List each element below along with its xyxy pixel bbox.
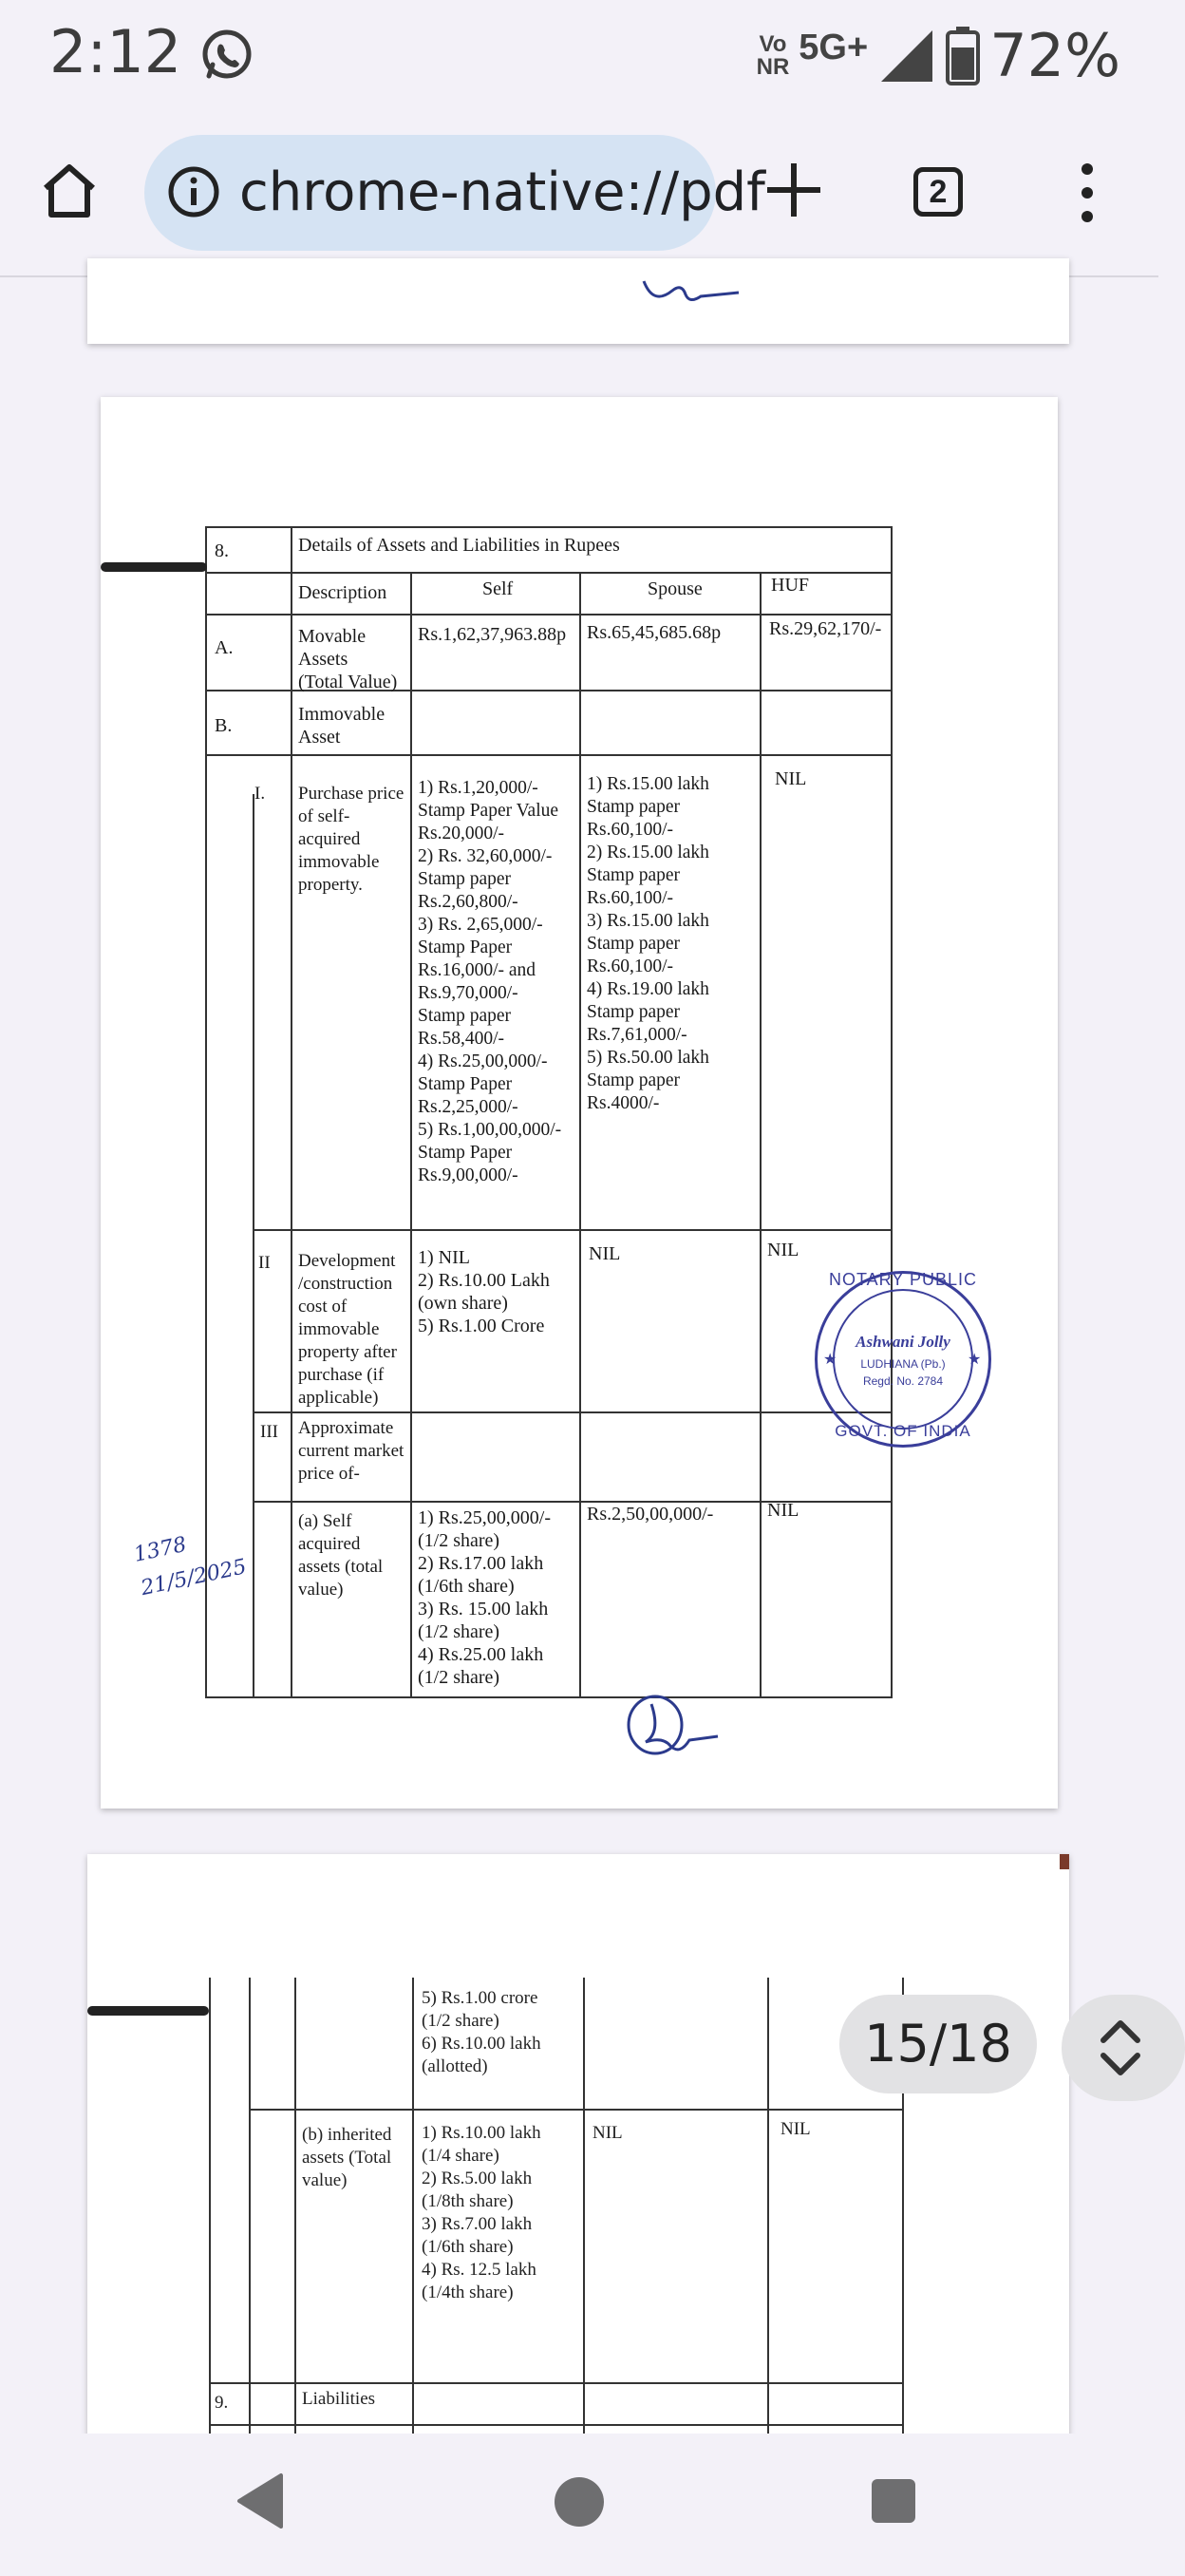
row-a-self-acquired-spouse: Rs.2,50,00,000/-: [587, 1504, 714, 1525]
signature-mark: [638, 272, 752, 310]
seal-regd: Regd. No. 2784: [862, 1374, 944, 1388]
nav-home-icon[interactable]: [555, 2477, 604, 2527]
info-icon[interactable]: [165, 163, 222, 225]
seal-star-left: ★: [823, 1352, 837, 1368]
address-bar[interactable]: [144, 135, 765, 251]
row-b-inherited-self: 1) Rs.10.00 lakh (1/4 share) 2) Rs.5.00 lakh (1/8th share) 3) Rs.7.00 lakh (1/6th share) 4) Rs. 12.5 lakh (1/4th share): [422, 2123, 541, 2302]
recent-apps-icon[interactable]: [872, 2479, 915, 2523]
network-type: 5G+: [799, 28, 869, 67]
row-a-self-acquired-description: (a) Self acquired assets (total value): [298, 1511, 384, 1600]
status-bar: [0, 0, 1158, 114]
status-icons: [757, 21, 1120, 90]
scroll-handle[interactable]: [1062, 1995, 1185, 2101]
volte-indicator: Vo NR: [756, 30, 790, 80]
home-icon[interactable]: [38, 160, 101, 227]
margin-mark: [87, 2006, 209, 2016]
row-a-self: Rs.1,62,37,963.88p: [418, 624, 567, 645]
row-i-huf: NIL: [775, 768, 807, 789]
row-b-inherited-spouse: NIL: [592, 2123, 623, 2143]
row-ii-description: Development /construction cost of immovable property after purchase (if applicable): [298, 1251, 397, 1408]
page-corner-mark: [1060, 1854, 1069, 1869]
col-header-description: Description: [298, 582, 387, 603]
row-continued-self: 5) Rs.1.00 crore (1/2 share) 6) Rs.10.00 lakh (allotted): [422, 1988, 541, 2076]
row-i-description: Purchase price of self- acquired immovable property.: [298, 784, 404, 895]
tab-switcher-button[interactable]: 2: [913, 167, 963, 217]
pdf-page-14: [87, 258, 1069, 344]
row-b-inherited-huf: NIL: [781, 2119, 811, 2139]
signal-icon: [877, 27, 936, 85]
row-i-number: I.: [254, 784, 266, 804]
row-b-inherited-description: (b) inherited assets (Total value): [302, 2125, 392, 2190]
seal-top-text: NOTARY PUBLIC: [828, 1270, 978, 1289]
row-a-spouse: Rs.65,45,685.68p: [587, 622, 722, 643]
row-8-description: Details of Assets and Liabilities in Rupees: [298, 535, 620, 556]
navigation-bar: [0, 2434, 1158, 2576]
seal-bottom-text: GOVT. OF INDIA: [835, 1422, 971, 1440]
row-9-number: 9.: [215, 2393, 229, 2413]
row-9-description: Liabilities: [302, 2389, 376, 2409]
pdf-page-16: [87, 1854, 1069, 2462]
url-text[interactable]: chrome-native://pdf: [239, 161, 765, 223]
row-ii-self: 1) NIL 2) Rs.10.00 Lakh (own share) 5) Rs.1.00 Crore: [418, 1247, 550, 1336]
new-tab-button[interactable]: [760, 156, 828, 229]
row-ii-number: II: [258, 1253, 271, 1273]
battery-percent: 72%: [989, 21, 1120, 90]
row-a-huf: Rs.29,62,170/-: [769, 618, 882, 639]
row-a-self-acquired-huf: NIL: [767, 1500, 799, 1521]
seal-city: LUDHIANA (Pb.): [860, 1357, 946, 1371]
page-counter: 15/18: [839, 1995, 1037, 2093]
row-8-number: 8.: [215, 540, 229, 561]
row-i-self: 1) Rs.1,20,000/- Stamp Paper Value Rs.20,000/- 2) Rs. 32,60,000/- Stamp paper Rs.2,60,800/- 3) Rs. 2,65,000/- Stamp Paper Rs.16,000/- and Rs.9,70,000/- Stamp paper Rs.58,400/- 4) Rs.25,00,000/- Stamp Paper Rs.2,25,000/- 5) Rs.1,00,00,000/- Stamp Paper Rs.9,00,000/-: [418, 778, 562, 1185]
back-icon[interactable]: [235, 2472, 285, 2535]
pdf-viewer[interactable]: [0, 277, 1158, 2434]
whatsapp-icon: [199, 27, 254, 86]
col-header-huf: HUF: [771, 575, 810, 596]
chevron-up-down-icon: [1094, 2014, 1147, 2082]
seal-star-right: ★: [968, 1352, 982, 1368]
row-a-number: A.: [215, 637, 234, 658]
margin-mark: [101, 562, 207, 572]
seal-name: Ashwani Jolly: [856, 1333, 950, 1351]
row-b-description: Immovable Asset: [298, 704, 386, 748]
row-b-number: B.: [215, 715, 233, 736]
pdf-page-15: [101, 397, 1058, 1809]
signature-mark: [623, 1689, 727, 1765]
notary-seal: [815, 1271, 991, 1448]
battery-icon: [946, 27, 980, 85]
row-iii-description: Approximate current market price of-: [298, 1418, 404, 1484]
more-menu-icon[interactable]: [1073, 160, 1101, 231]
row-ii-spouse: NIL: [589, 1243, 621, 1264]
row-a-description: Movable Assets (Total Value): [298, 626, 398, 692]
col-header-spouse: Spouse: [648, 578, 703, 599]
row-ii-huf: NIL: [767, 1240, 799, 1260]
row-i-spouse: 1) Rs.15.00 lakh Stamp paper Rs.60,100/- 2) Rs.15.00 lakh Stamp paper Rs.60,100/- 3) Rs.15.00 lakh Stamp paper Rs.60,100/- 4) Rs.19.00 lakh Stamp paper Rs.7,61,000/- 5) Rs.50.00 lakh Stamp paper Rs.4000/-: [587, 774, 709, 1113]
handwritten-margin-note: 1378 21/5/2025: [131, 1532, 249, 1601]
status-time: 2:12: [49, 17, 182, 86]
row-a-self-acquired-self: 1) Rs.25,00,000/- (1/2 share) 2) Rs.17.00 lakh (1/6th share) 3) Rs. 15.00 lakh (1/2 share) 4) Rs.25.00 lakh (1/2 share): [418, 1507, 551, 1688]
browser-toolbar: [0, 114, 1158, 277]
row-iii-number: III: [260, 1422, 278, 1442]
col-header-self: Self: [482, 578, 514, 599]
